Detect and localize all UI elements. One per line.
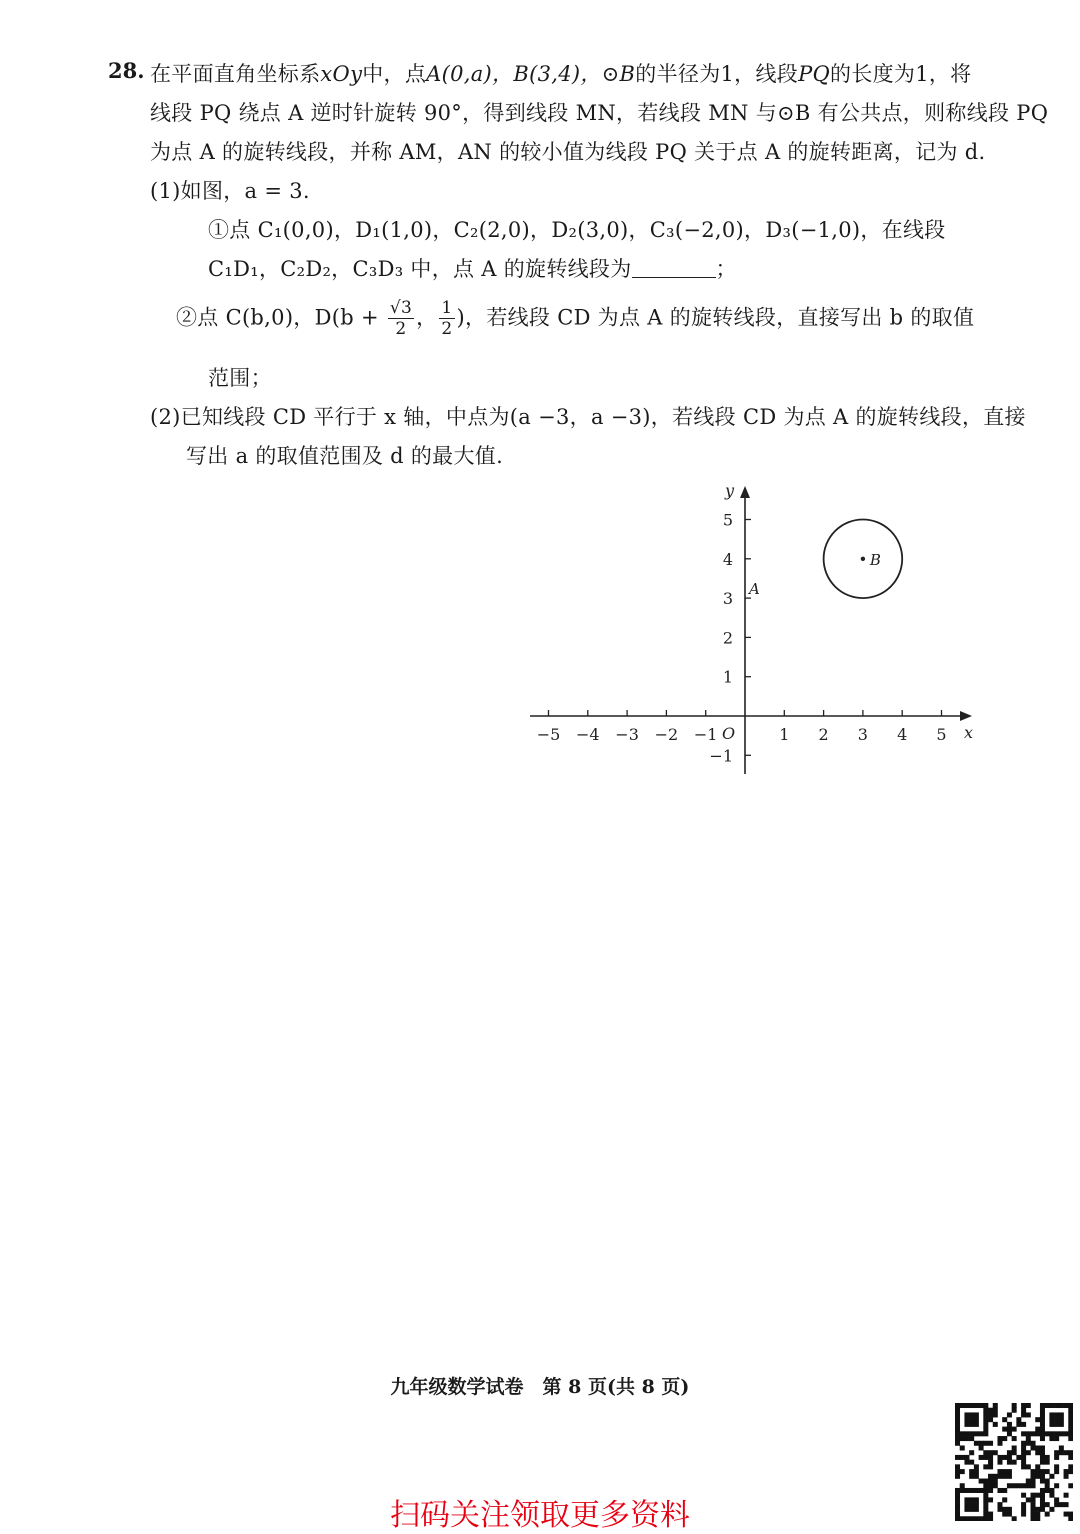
- qr-module: [988, 1455, 993, 1460]
- x-tick-label: 3: [857, 725, 868, 744]
- qr-module: [1012, 1460, 1017, 1465]
- answer-blank[interactable]: [632, 259, 716, 278]
- x-tick-label: 1: [779, 725, 790, 744]
- qr-module: [964, 1403, 969, 1408]
- x-tick-label: 4: [897, 725, 908, 744]
- qr-module: [1054, 1483, 1059, 1488]
- part-1-q1-line-1: ①点 C₁(0,0)，D₁(1,0)，C₂(2,0)，D₂(3,0)，C₃(−2,0)，D₃(−1,0)，在线段: [208, 218, 946, 242]
- qr-module: [979, 1441, 984, 1446]
- origin-label: O: [722, 724, 736, 743]
- qr-module: [1064, 1403, 1069, 1408]
- qr-module: [960, 1436, 965, 1441]
- qr-module: [1045, 1469, 1050, 1474]
- qr-module: [964, 1422, 969, 1427]
- qr-module: [988, 1479, 993, 1484]
- qr-module: [960, 1469, 965, 1474]
- qr-module: [960, 1431, 965, 1436]
- qr-module: [1035, 1427, 1040, 1432]
- qr-module: [1026, 1436, 1031, 1441]
- qr-module: [979, 1445, 984, 1450]
- qr-module: [1031, 1479, 1036, 1484]
- qr-module: [1049, 1436, 1054, 1441]
- qr-module: [983, 1441, 988, 1446]
- part-1-q2-line-1: [176, 300, 974, 338]
- qr-module: [983, 1412, 988, 1417]
- part-1-heading: (1)如图，a = 3.: [150, 179, 310, 203]
- qr-module: [1068, 1408, 1073, 1413]
- point-b-label: B: [869, 550, 881, 569]
- qr-module: [955, 1427, 960, 1432]
- qr-module: [1059, 1431, 1064, 1436]
- qr-module: [1040, 1474, 1045, 1479]
- qr-module: [1007, 1450, 1012, 1455]
- qr-module: [1007, 1431, 1012, 1436]
- point-a-label: A: [749, 580, 760, 599]
- qr-module: [1007, 1469, 1012, 1474]
- qr-module: [993, 1450, 998, 1455]
- qr-module: [1054, 1469, 1059, 1474]
- qr-module: [1021, 1403, 1026, 1408]
- qr-module: [1012, 1403, 1017, 1408]
- qr-module: [1031, 1445, 1036, 1450]
- qr-module: [979, 1403, 984, 1408]
- qr-module: [1040, 1427, 1045, 1432]
- qr-module: [1059, 1412, 1064, 1417]
- part-2-line-2: 写出 a 的取值范围及 d 的最大值.: [186, 444, 504, 468]
- qr-module: [969, 1436, 974, 1441]
- qr-module: [955, 1431, 960, 1436]
- qr-module: [1021, 1464, 1026, 1469]
- qr-module: [1016, 1483, 1021, 1488]
- qr-module: [983, 1479, 988, 1484]
- qr-module: [988, 1450, 993, 1455]
- qr-module: [1049, 1422, 1054, 1427]
- qr-module: [1068, 1464, 1073, 1469]
- qr-module: [1068, 1431, 1073, 1436]
- qr-module: [974, 1412, 979, 1417]
- y-tick-label: 5: [722, 510, 733, 530]
- qr-module: [997, 1436, 1002, 1441]
- qr-module: [1007, 1427, 1012, 1432]
- qr-module: [1040, 1450, 1045, 1455]
- qr-module: [1064, 1474, 1069, 1479]
- y-tick-label: 4: [722, 549, 733, 569]
- x-tick-label: 2: [818, 725, 829, 744]
- qr-module: [1045, 1483, 1050, 1488]
- qr-module: [1068, 1412, 1073, 1417]
- qr-module: [1068, 1469, 1073, 1474]
- qr-module: [1026, 1483, 1031, 1488]
- fraction-numerator: √3: [389, 298, 413, 318]
- qr-module: [1068, 1427, 1073, 1432]
- qr-module: [974, 1403, 979, 1408]
- qr-module: [1002, 1417, 1007, 1422]
- qr-module: [1040, 1479, 1045, 1484]
- x-tick-label: −2: [654, 725, 679, 744]
- stem-text: 在平面直角坐标系: [150, 62, 321, 86]
- qr-module: [1021, 1450, 1026, 1455]
- qr-module: [1049, 1474, 1054, 1479]
- qr-module: [1045, 1431, 1050, 1436]
- y-axis-arrow: [740, 486, 750, 498]
- qr-module: [983, 1427, 988, 1432]
- x-axis-arrow: [960, 711, 972, 721]
- qr-module: [1007, 1412, 1012, 1417]
- qr-module: [979, 1455, 984, 1460]
- part-1-q1-line-2: [208, 253, 737, 283]
- qr-module: [1007, 1483, 1012, 1488]
- qr-module: [1068, 1436, 1073, 1441]
- qr-module: [1021, 1422, 1026, 1427]
- q2-text: ，: [416, 305, 438, 330]
- qr-module: [1045, 1460, 1050, 1465]
- qr-module: [1007, 1422, 1012, 1427]
- qr-module: [1026, 1450, 1031, 1455]
- qr-module: [1012, 1445, 1017, 1450]
- qr-module: [979, 1431, 984, 1436]
- qr-module: [969, 1412, 974, 1417]
- qr-module: [960, 1403, 965, 1408]
- qr-module: [1002, 1469, 1007, 1474]
- question-number: 28.: [108, 58, 145, 83]
- qr-module: [969, 1431, 974, 1436]
- qr-module: [1016, 1422, 1021, 1427]
- qr-module: [997, 1441, 1002, 1446]
- qr-module: [1040, 1417, 1045, 1422]
- qr-module: [1035, 1431, 1040, 1436]
- qr-module: [1045, 1455, 1050, 1460]
- stem-line-1: [150, 58, 971, 88]
- part-2-line-1: (2)已知线段 CD 平行于 x 轴，中点为(a −3，a −3)，若线段 CD 为点 A 的旋转线段，直接: [150, 405, 1026, 429]
- qr-module: [1059, 1445, 1064, 1450]
- qr-module: [1002, 1427, 1007, 1432]
- qr-module: [974, 1417, 979, 1422]
- qr-module: [1040, 1455, 1045, 1460]
- x-axis-label: x: [964, 723, 974, 742]
- x-tick-label: −4: [576, 725, 600, 744]
- page-footer: 九年级数学试卷 第 8 页(共 8 页): [390, 1376, 690, 1398]
- x-tick-label: −3: [615, 725, 639, 744]
- qr-module: [964, 1460, 969, 1465]
- qr-module: [964, 1417, 969, 1422]
- qr-module: [1049, 1412, 1054, 1417]
- qr-module: [974, 1474, 979, 1479]
- qr-module: [1026, 1479, 1031, 1484]
- qr-module: [993, 1412, 998, 1417]
- qr-module: [993, 1479, 998, 1484]
- qr-module: [1035, 1469, 1040, 1474]
- qr-module: [1059, 1450, 1064, 1455]
- stem-line-2: 线段 PQ 绕点 A 逆时针旋转 90°，得到线段 MN，若线段 MN 与⊙B 有公共点，则称线段 PQ: [150, 101, 1049, 125]
- y-axis-label: y: [725, 481, 735, 500]
- qr-module: [1049, 1403, 1054, 1408]
- qr-module: [1035, 1445, 1040, 1450]
- qr-module: [1040, 1412, 1045, 1417]
- qr-module: [1012, 1436, 1017, 1441]
- qr-module: [1021, 1431, 1026, 1436]
- qr-module: [1035, 1474, 1040, 1479]
- qr-module: [983, 1455, 988, 1460]
- qr-module: [1054, 1450, 1059, 1455]
- qr-module: [1068, 1403, 1073, 1408]
- qr-module: [955, 1464, 960, 1469]
- qr-module: [955, 1436, 960, 1441]
- qr-module: [1068, 1450, 1073, 1455]
- qr-module: [1040, 1436, 1045, 1441]
- qr-module: [1016, 1417, 1021, 1422]
- part-1-q2-line-2: 范围；: [208, 366, 272, 390]
- promo-banner: 扫码关注领取更多资料: [390, 1498, 690, 1533]
- qr-module: [1068, 1455, 1073, 1460]
- qr-module: [1021, 1441, 1026, 1446]
- qr-module: [1031, 1474, 1036, 1479]
- qr-module: [1026, 1431, 1031, 1436]
- qr-module: [1002, 1474, 1007, 1479]
- qr-module: [1021, 1455, 1026, 1460]
- qr-module: [955, 1441, 960, 1446]
- y-tick-label: −1: [709, 746, 733, 766]
- stem-text: xOy: [320, 62, 363, 86]
- qr-module: [1021, 1460, 1026, 1465]
- qr-module: [1054, 1422, 1059, 1427]
- qr-module: [997, 1460, 1002, 1465]
- fraction-denominator: 2: [441, 319, 453, 339]
- qr-module: [1026, 1464, 1031, 1469]
- qr-module: [997, 1474, 1002, 1479]
- qr-module: [1054, 1403, 1059, 1408]
- qr-module: [960, 1455, 965, 1460]
- qr-module: [969, 1422, 974, 1427]
- qr-module: [1012, 1408, 1017, 1413]
- qr-module: [974, 1441, 979, 1446]
- qr-module: [1059, 1417, 1064, 1422]
- qr-module: [1068, 1422, 1073, 1427]
- qr-module: [1040, 1403, 1045, 1408]
- stem-text: 的长度为1，将: [830, 62, 972, 86]
- qr-module: [983, 1417, 988, 1422]
- qr-module: [993, 1408, 998, 1413]
- qr-module: [955, 1474, 960, 1479]
- qr-module: [974, 1469, 979, 1474]
- fraction-numerator: 1: [441, 298, 453, 318]
- qr-module: [1054, 1464, 1059, 1469]
- qr-module: [955, 1408, 960, 1413]
- qr-module: [988, 1474, 993, 1479]
- fraction-sqrt3-over-2: [388, 300, 414, 338]
- qr-module: [1031, 1441, 1036, 1446]
- qr-module: [969, 1417, 974, 1422]
- qr-module: [955, 1422, 960, 1427]
- qr-module: [993, 1474, 998, 1479]
- qr-module: [960, 1445, 965, 1450]
- qr-module: [955, 1455, 960, 1460]
- qr-module: [988, 1441, 993, 1446]
- qr-module: [1007, 1460, 1012, 1465]
- qr-module: [964, 1412, 969, 1417]
- qr-module: [955, 1469, 960, 1474]
- q2-text: )，若线段 CD 为点 A 的旋转线段，直接写出 b 的取值: [456, 305, 975, 330]
- qr-module: [993, 1403, 998, 1408]
- qr-module: [988, 1408, 993, 1413]
- qr-module: [1012, 1483, 1017, 1488]
- qr-module: [1040, 1422, 1045, 1427]
- qr-module: [964, 1455, 969, 1460]
- y-tick-label: 1: [722, 667, 733, 687]
- qr-module: [964, 1436, 969, 1441]
- point-b: [861, 557, 865, 561]
- qr-module: [993, 1483, 998, 1488]
- qr-module: [1040, 1460, 1045, 1465]
- qr-module: [1049, 1431, 1054, 1436]
- qr-module: [969, 1474, 974, 1479]
- qr-module: [955, 1403, 960, 1408]
- qr-module: [1012, 1450, 1017, 1455]
- qr-module: [983, 1422, 988, 1427]
- qr-module: [974, 1422, 979, 1427]
- qr-module: [969, 1460, 974, 1465]
- qr-module: [983, 1431, 988, 1436]
- qr-module: [988, 1417, 993, 1422]
- x-tick-label: 5: [936, 725, 947, 744]
- qr-module: [969, 1450, 974, 1455]
- qr-module: [1026, 1412, 1031, 1417]
- stem-text: 的半径为1，线段: [635, 62, 799, 86]
- qr-module: [983, 1464, 988, 1469]
- qr-module: [1031, 1483, 1036, 1488]
- qr-module: [1049, 1417, 1054, 1422]
- qr-module: [955, 1412, 960, 1417]
- y-tick-label: 2: [722, 628, 733, 648]
- qr-module: [1026, 1403, 1031, 1408]
- qr-module: [1040, 1469, 1045, 1474]
- qr-module: [974, 1464, 979, 1469]
- qr-module: [1054, 1455, 1059, 1460]
- q1-text: ；: [715, 257, 737, 281]
- qr-module: [1045, 1479, 1050, 1484]
- qr-module: [1007, 1474, 1012, 1479]
- qr-module: [1031, 1469, 1036, 1474]
- qr-module: [993, 1422, 998, 1427]
- qr-module: [1012, 1427, 1017, 1432]
- qr-module: [988, 1464, 993, 1469]
- qr-module: [988, 1483, 993, 1488]
- qr-module: [1002, 1436, 1007, 1441]
- stem-line-3: 为点 A 的旋转线段，并称 AM，AN 的较小值为线段 PQ 关于点 A 的旋转距离，记为 d.: [150, 140, 986, 164]
- qr-module: [1035, 1417, 1040, 1422]
- qr-module: [983, 1408, 988, 1413]
- qr-module: [1035, 1450, 1040, 1455]
- qr-module: [969, 1403, 974, 1408]
- qr-module: [955, 1417, 960, 1422]
- qr-module: [1054, 1417, 1059, 1422]
- qr-module: [997, 1455, 1002, 1460]
- qr-module: [1035, 1464, 1040, 1469]
- x-tick-label: −5: [536, 725, 561, 744]
- qr-module: [1064, 1450, 1069, 1455]
- y-tick-label: 3: [722, 589, 733, 609]
- stem-text: PQ: [798, 62, 831, 86]
- qr-module: [1021, 1412, 1026, 1417]
- q1-text: C₁D₁，C₂D₂，C₃D₃ 中，点 A 的旋转线段为: [208, 257, 632, 281]
- q2-text: ②点 C(b,0)，D(b +: [176, 305, 379, 330]
- qr-module: [988, 1412, 993, 1417]
- qr-module: [964, 1431, 969, 1436]
- qr-module: [1031, 1431, 1036, 1436]
- coordinate-diagram: [520, 478, 980, 778]
- qr-module: [1059, 1403, 1064, 1408]
- qr-module: [1040, 1445, 1045, 1450]
- qr-module: [1016, 1455, 1021, 1460]
- stem-text: 中，点: [362, 62, 427, 86]
- qr-module: [1040, 1408, 1045, 1413]
- x-tick-label: −1: [693, 725, 718, 744]
- qr-module: [1054, 1431, 1059, 1436]
- fraction-1-over-2: [439, 300, 454, 338]
- qr-module: [974, 1431, 979, 1436]
- qr-module: [1021, 1408, 1026, 1413]
- qr-module: [1007, 1455, 1012, 1460]
- qr-module: [979, 1479, 984, 1484]
- qr-module: [983, 1450, 988, 1455]
- qr-module: [1064, 1469, 1069, 1474]
- qr-module: [1026, 1441, 1031, 1446]
- qr-module: [1021, 1483, 1026, 1488]
- qr-module: [960, 1483, 965, 1488]
- qr-module: [1002, 1455, 1007, 1460]
- qr-module: [983, 1403, 988, 1408]
- qr-module: [1064, 1431, 1069, 1436]
- stem-text: A(0,a)，B(3,4)，⊙B: [426, 62, 636, 86]
- qr-module: [969, 1469, 974, 1474]
- qr-module: [1040, 1431, 1045, 1436]
- qr-module: [1054, 1412, 1059, 1417]
- fraction-denominator: 2: [395, 319, 407, 339]
- qr-module: [1045, 1403, 1050, 1408]
- qr-module: [983, 1483, 988, 1488]
- qr-module: [988, 1460, 993, 1465]
- qr-module: [1059, 1422, 1064, 1427]
- qr-module: [997, 1469, 1002, 1474]
- qr-module: [1068, 1417, 1073, 1422]
- qr-module: [1054, 1436, 1059, 1441]
- qr-module: [1068, 1483, 1073, 1488]
- qr-module: [1021, 1445, 1026, 1450]
